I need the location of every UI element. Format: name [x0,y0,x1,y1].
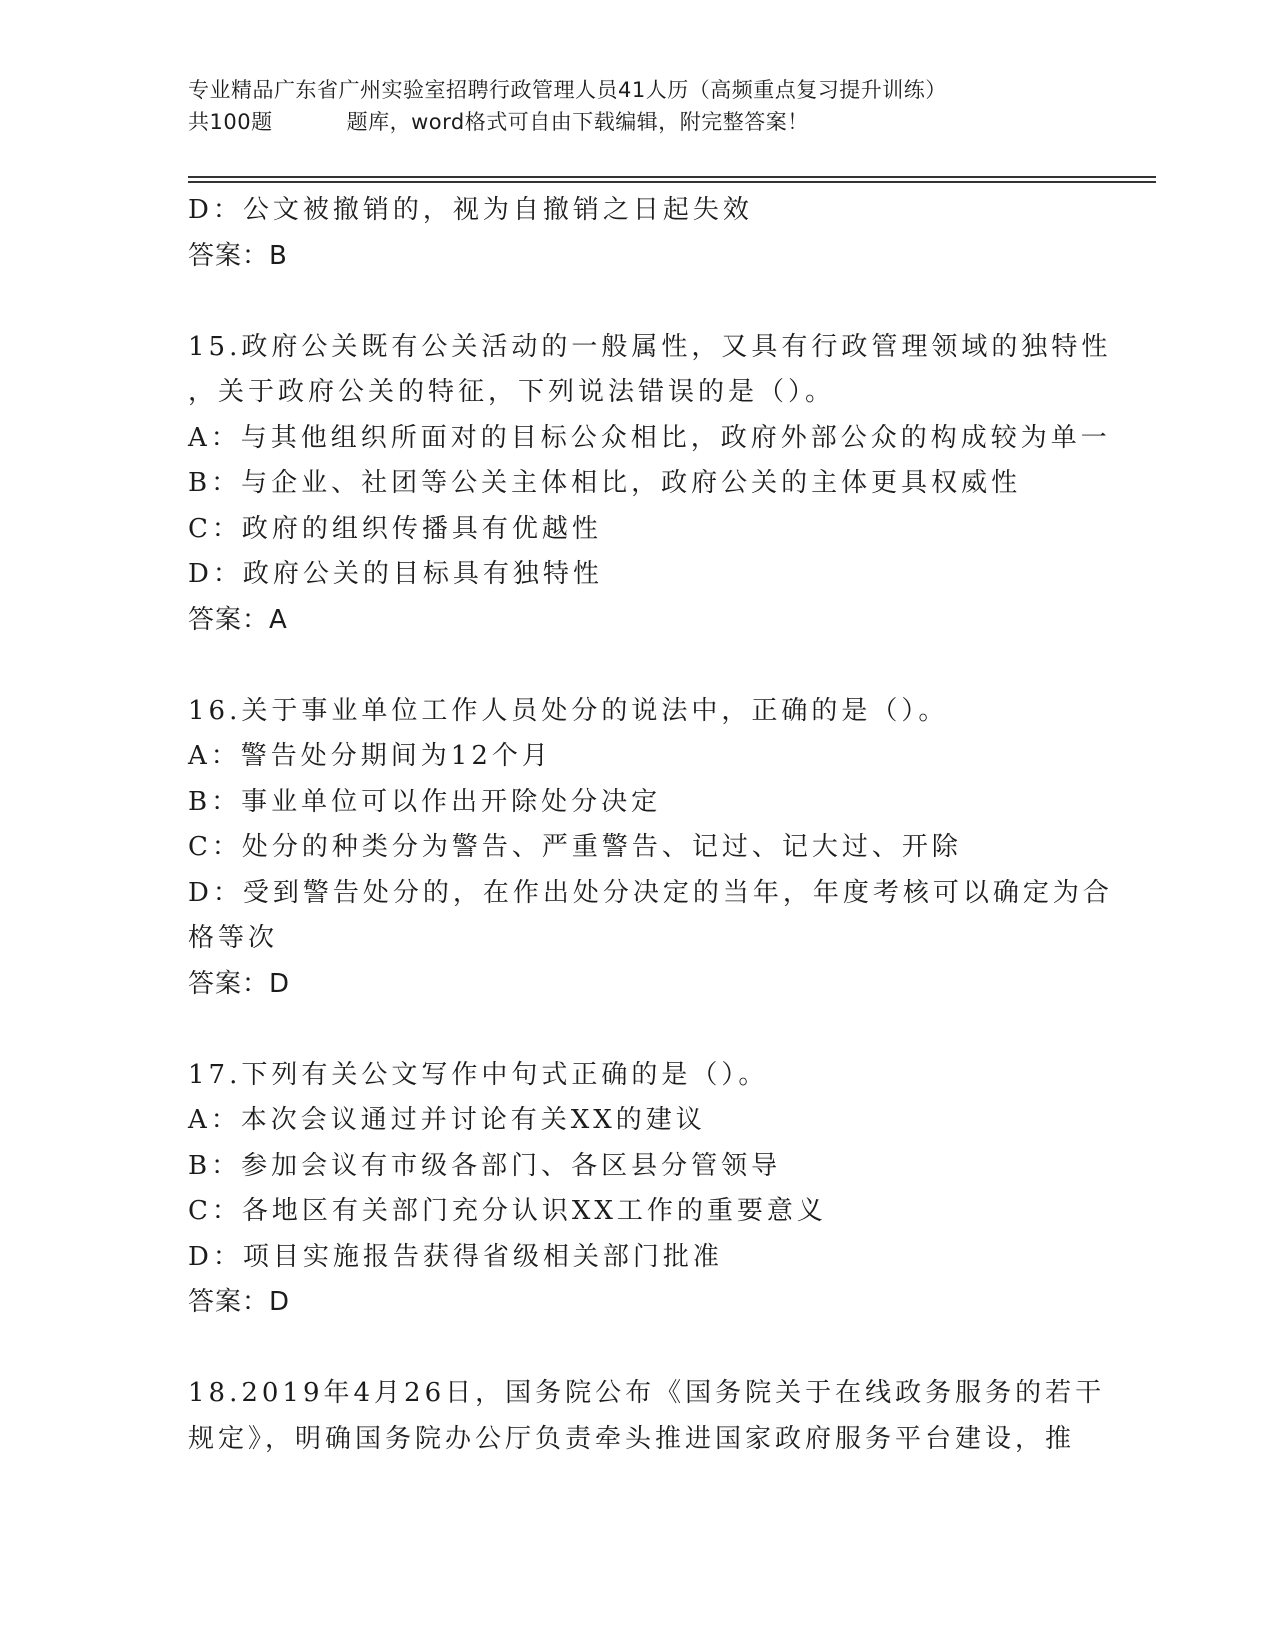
q18-stem-line-1: 18.2019年4月26日，国务院公布《国务院关于在线政务服务的若干 [188,1378,1106,1408]
q15-option-d: D：政府公关的目标具有独特性 [188,559,603,589]
q15-stem-line-2: ，关于政府公关的特征，下列说法错误的是（）。 [188,377,836,407]
q16-stem: 16.关于事业单位工作人员处分的说法中，正确的是（）。 [188,695,949,726]
q15-stem-line-1: 15.政府公关既有公关活动的一般属性，又具有行政管理领域的独特性 [188,331,1112,362]
q16-option-d-line-1: D：受到警告处分的，在作出处分决定的当年，年度考核可以确定为合 [188,877,1113,908]
q14-answer: 答案：B [188,240,288,271]
header-divider-top [188,176,1156,178]
q16-answer: 答案：D [188,968,291,999]
q16-option-a: A：警告处分期间为12个月 [188,741,552,771]
header-divider-bottom [188,181,1156,183]
q17-stem: 17.下列有关公文写作中句式正确的是（）。 [188,1059,769,1090]
header-description: 题库，word格式可自由下载编辑，附完整答案！ [346,110,809,134]
q17-option-b: B：参加会议有市级各部门、各区县分管领导 [188,1150,782,1181]
q16-option-b: B：事业单位可以作出开除处分决定 [188,786,662,817]
q16-option-d-line-2: 格等次 [188,923,279,953]
q18-stem-line-2: 规定》，明确国务院办公厅负责牵头推进国家政府服务平台建设，推 [188,1423,1076,1454]
header-title-line-1: 专业精品广东省广州实验室招聘行政管理人员41人历（高频重点复习提升训练） [188,78,947,102]
page-header [188,74,1088,138]
q15-option-c: C：政府的组织传播具有优越性 [188,513,602,544]
q16-option-c: C：处分的种类分为警告、严重警告、记过、记大过、开除 [188,832,962,862]
q17-option-d: D：项目实施报告获得省级相关部门批准 [188,1241,723,1272]
header-title-line-2 [188,106,1088,138]
q14-option-d: D：公文被撤销的，视为自撤销之日起失效 [188,195,753,225]
q15-option-a: A：与其他组织所面对的目标公众相比，政府外部公众的构成较为单一 [188,422,1111,453]
q15-option-b: B：与企业、社团等公关主体相比，政府公关的主体更具权威性 [188,468,1022,498]
question-content [188,188,1113,1462]
q17-option-a: A：本次会议通过并讨论有关XX的建议 [188,1105,706,1135]
q17-answer: 答案：D [188,1287,291,1317]
q17-option-c: C：各地区有关部门充分认识XX工作的重要意义 [188,1196,827,1226]
header-count: 共100题 [188,110,273,134]
q15-answer: 答案：A [188,604,288,635]
